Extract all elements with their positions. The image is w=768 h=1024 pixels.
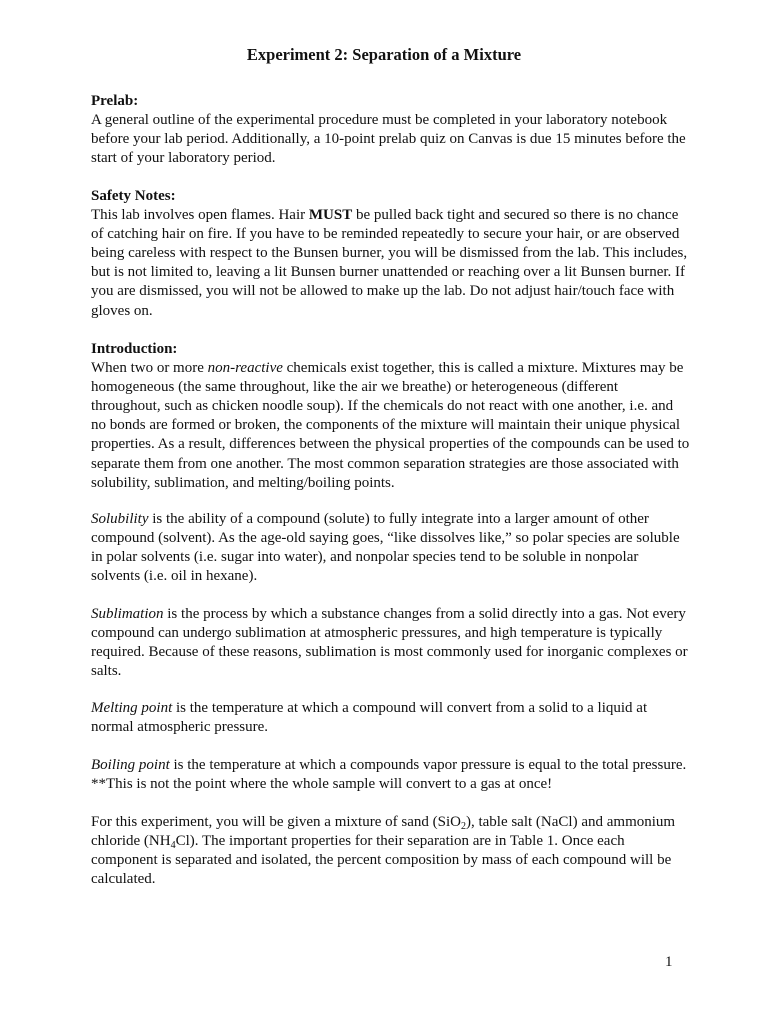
safety-section: [91, 187, 691, 321]
prelab-heading: Prelab:: [91, 93, 139, 109]
solubility-text: is the ability of a compound (solute) to fully integrate into a larger amount of other compound (solvent). As the age-old saying goes, “like dissolves like,” so polar species are soluble in polar solvents (i.e. sugar into water), and nonpolar species tend to be soluble in nonpolar solvents (i.e. oil in hexane).: [91, 511, 680, 585]
nh4-subscript: 4: [170, 840, 176, 852]
safety-heading: Safety Notes:: [91, 188, 176, 204]
must-emphasis: MUST: [308, 207, 353, 224]
document-title: Experiment 2: Separation of a Mixture: [246, 45, 522, 64]
solubility-term: Solubility: [91, 511, 149, 527]
solubility-paragraph: [91, 510, 691, 586]
introduction-text-part: chemicals exist together, this is called a mixture. Mixtures may be homogeneous (the same throughout, like the air we breathe) or heterogeneous (different throughout, such as chicken noodle soup). If the chemicals do not react with one another, i.e. and no bonds are formed or broken, the components of the mixture will maintain their unique physical properties. As a result, differences between the physical properties of the compounds can be used to separate them from one another. The most common separation strategies are those associated with solubility, sublimation, and melting/boiling points.: [91, 360, 690, 491]
melting-point-text: is the temperature at which a compound will convert from a solid to a liquid at normal atmospheric pressure.: [91, 700, 648, 736]
safety-text: [91, 206, 691, 321]
prelab-section: [91, 92, 691, 168]
prelab-text: A general outline of the experimental procedure must be completed in your laboratory notebook before your lab period. Additionally, a 10-point prelab quiz on Canvas is due 15 minutes before the start of your laboratory period.: [91, 112, 686, 167]
boiling-point-term: Boiling point: [91, 757, 170, 773]
safety-text-part: This lab involves open flames. Hair: [91, 207, 309, 224]
sio2-subscript: 2: [460, 821, 466, 832]
melting-point-term: Melting point: [91, 700, 173, 716]
introduction-heading: Introduction:: [91, 341, 178, 357]
melting-point-paragraph: [91, 699, 691, 737]
boiling-point-paragraph: [91, 756, 691, 794]
experiment-paragraph: [91, 813, 691, 889]
sublimation-term: Sublimation: [91, 606, 164, 622]
sublimation-text: is the process by which a substance changes from a solid directly into a gas. Not every compound can undergo sublimation at atmospheric pressures, and high temperature is typically required. Because of these reasons, sublimation is most commonly used for inorganic complexes or salts.: [91, 606, 688, 680]
page-number: 1: [665, 954, 673, 970]
safety-text-part: be pulled back tight and secured so there is no chance of catching hair on fire. If you have to be reminded repeatedly to secure your hair, or are observed being careless with respect to the Bunsen burner, you will be dismissed from the lab. This includes, but is not limited to, leaving a lit Bunsen burner unattended or reaching over a lit Bunsen burner. If you are dismissed, you will not be allowed to make up the lab. Do not adjust hair/touch face with gloves on.: [91, 207, 688, 319]
experiment-text-part: Cl). The important properties for their separation are in Table 1. Once each component is separated and isolated, the percent composition by mass of each compound will be calculated.: [91, 833, 672, 888]
non-reactive-term: non-reactive: [207, 360, 283, 377]
sublimation-paragraph: [91, 605, 691, 681]
experiment-text-part: ), table salt (NaCl) and ammonium chloride (NH: [91, 814, 676, 850]
boiling-point-text: is the temperature at which a compounds vapor pressure is equal to the total pressure. **This is not the point where the whole sample will convert to a gas at once!: [91, 757, 687, 793]
experiment-text-part: For this experiment, you will be given a mixture of sand (SiO: [91, 814, 461, 830]
introduction-section: [91, 340, 691, 493]
introduction-text: [91, 359, 691, 493]
introduction-text-part: When two or more: [91, 360, 208, 377]
